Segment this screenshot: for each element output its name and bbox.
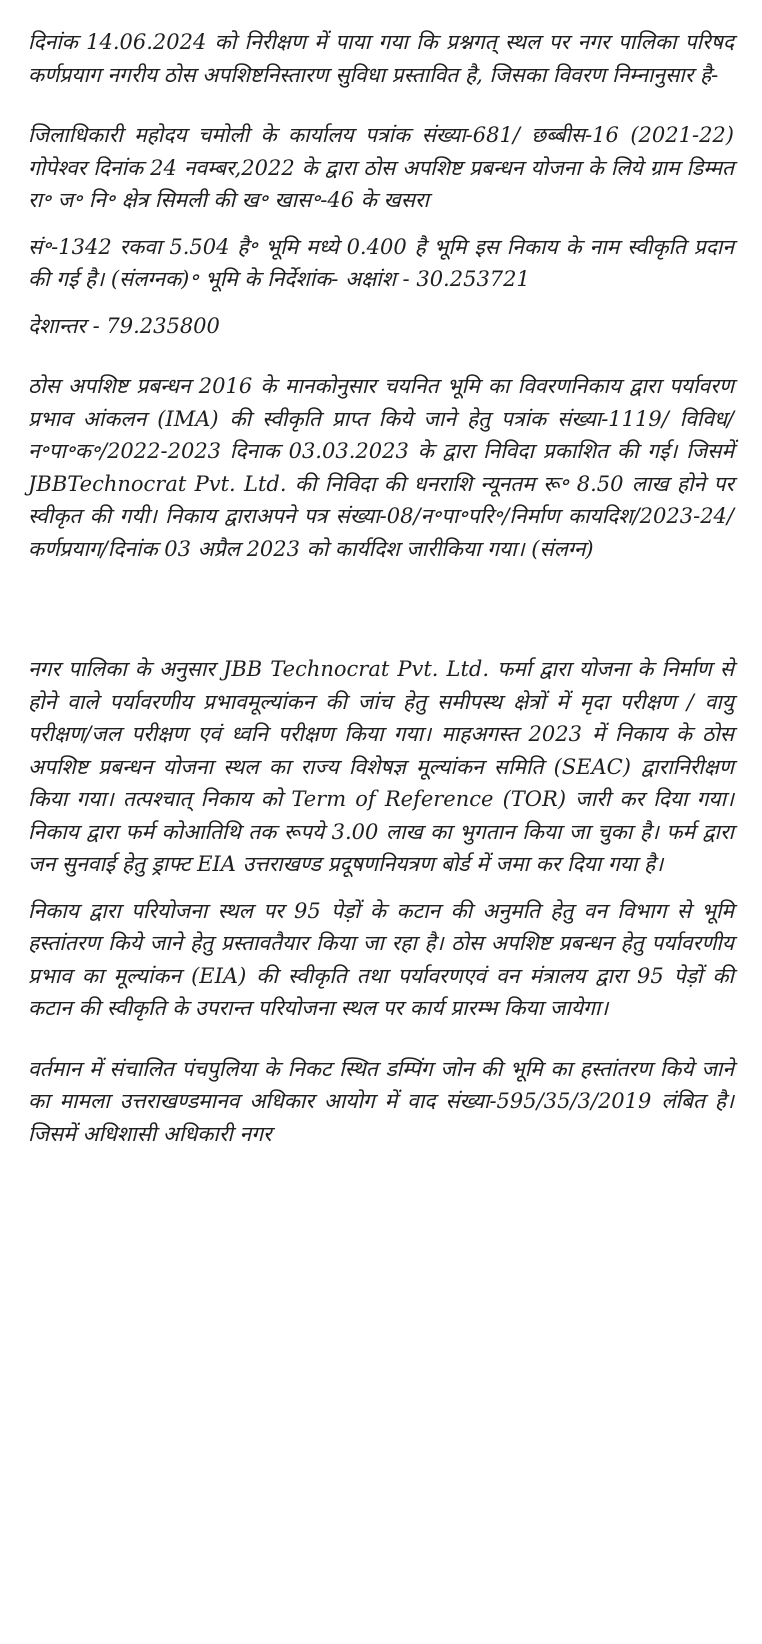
paragraph-tree-felling-permission: निकाय द्वारा परियोजना स्थल पर 95 पेड़ों के कटान की अनुमति हेतु वन विभाग से भूमि हस्तांतरण किये जाने हेतु प्रस्तावतैयार किया जा रहा है। ठोस अपशिष्ट प्रबन्धन हेतु पर्यावरणीय प्रभाव का मूल्यांकन (EIA) की स्वीकृति तथा पर्यावरणएवं वन मंत्रालय द्वारा 95 पेड़ों की कटान की स्वीकृति के उपरान्त परियोजना स्थल पर कार्य प्रारम्भ किया जायेगा। (28, 898, 734, 1020)
paragraph-dumping-zone-case: वर्तमान में संचालित पंचपुलिया के निकट स्थित डम्पिंग जोन की भूमि का हस्तांतरण किये जाने का मामला उत्तराखण्डमानव अधिकार आयोग में वाद संख्या-595/35/3/2019 लंबित है। जिसमें अधिशासी अधिकारी नगर (28, 1056, 734, 1146)
paragraph-land-details: सं॰-1342 रकवा 5.504 है॰ भूमि मध्ये 0.400 है भूमि इस निकाय के नाम स्वीकृति प्रदान की गई है। (संलग्नक)॰ भूमि के निर्देशांक- अक्षांश - 30.253721 (28, 234, 734, 291)
paragraph-inspection-intro: दिनांक 14.06.2024 को निरीक्षण में पाया गया कि प्रश्नगत् स्थल पर नगर पालिका परिषद कर्णप्रयाग नगरीय ठोस अपशिष्टनिस्तारण सुविधा प्रस्तावित है, जिसका विवरण निम्नानुसार है- (28, 30, 734, 87)
paragraph-environmental-assessment: नगर पालिका के अनुसार JBB Technocrat Pvt. Ltd. फर्मा द्वारा योजना के निर्माण से होने वाले पर्यावरणीय प्रभावमूल्यांकन की जांच हेतु समीपस्थ क्षेत्रों में मृदा परीक्षण / वायु परीक्षण/जल परीक्षण एवं ध्वनि परीक्षण किया गया। माहअगस्त 2023 में निकाय के ठोस अपशिष्ट प्रबन्धन योजना स्थल का राज्य विशेषज्ञ मूल्यांकन समिति (SEAC) द्वारानिरीक्षण किया गया। तत्पश्चात् निकाय को Term of Reference (TOR) जारी कर दिया गया। निकाय द्वारा फर्म कोआतिथि तक रूपये 3.00 लाख का भुगतान किया जा चुका है। फर्म द्वारा जन सुनवाई हेतु ड्राफ्ट EIA उत्तराखण्ड प्रदूषणनियत्रण बोर्ड में जमा कर दिया गया है। (28, 657, 734, 876)
paragraph-tender-details: ठोस अपशिष्ट प्रबन्धन 2016 के मानकोनुसार चयनित भूमि का विवरणनिकाय द्वारा पर्यावरण प्रभाव आंकलन (IMA) की स्वीकृति प्राप्त किये जाने हेतु पत्रांक संख्या-1119/ विविध/न॰पा॰क॰/2022-2023 दिनाक 03.03.2023 के द्वारा निविदा प्रकाशित की गई। जिसमें JBBTechnocrat Pvt. Ltd. की निविदा की धनराशि न्यूनतम रू॰ 8.50 लाख होने पर स्वीकृत की गयी। निकाय द्वाराअपने पत्र संख्या-08/न॰पा॰परि॰/निर्माण कायदिश/2023-24/कर्णप्रयाग/दिनांक 03 अप्रैल 2023 को कार्यदिश जारीकिया गया। (संलग्न) (28, 374, 734, 561)
paragraph-district-magistrate-order: जिलाधिकारी महोदय चमोली के कार्यालय पत्रांक संख्या-681/ छब्बीस-16 (2021-22) गोपेश्वर दिनांक 24 नवम्बर,2022 के द्वारा ठोस अपशिष्ट प्रबन्धन योजना के लिये ग्राम डिम्मत रा॰ ज॰ नि॰ क्षेत्र सिमली की ख॰ खास॰-46 के खसरा (28, 123, 734, 212)
paragraph-longitude: देशान्तर - 79.235800 (28, 313, 220, 338)
